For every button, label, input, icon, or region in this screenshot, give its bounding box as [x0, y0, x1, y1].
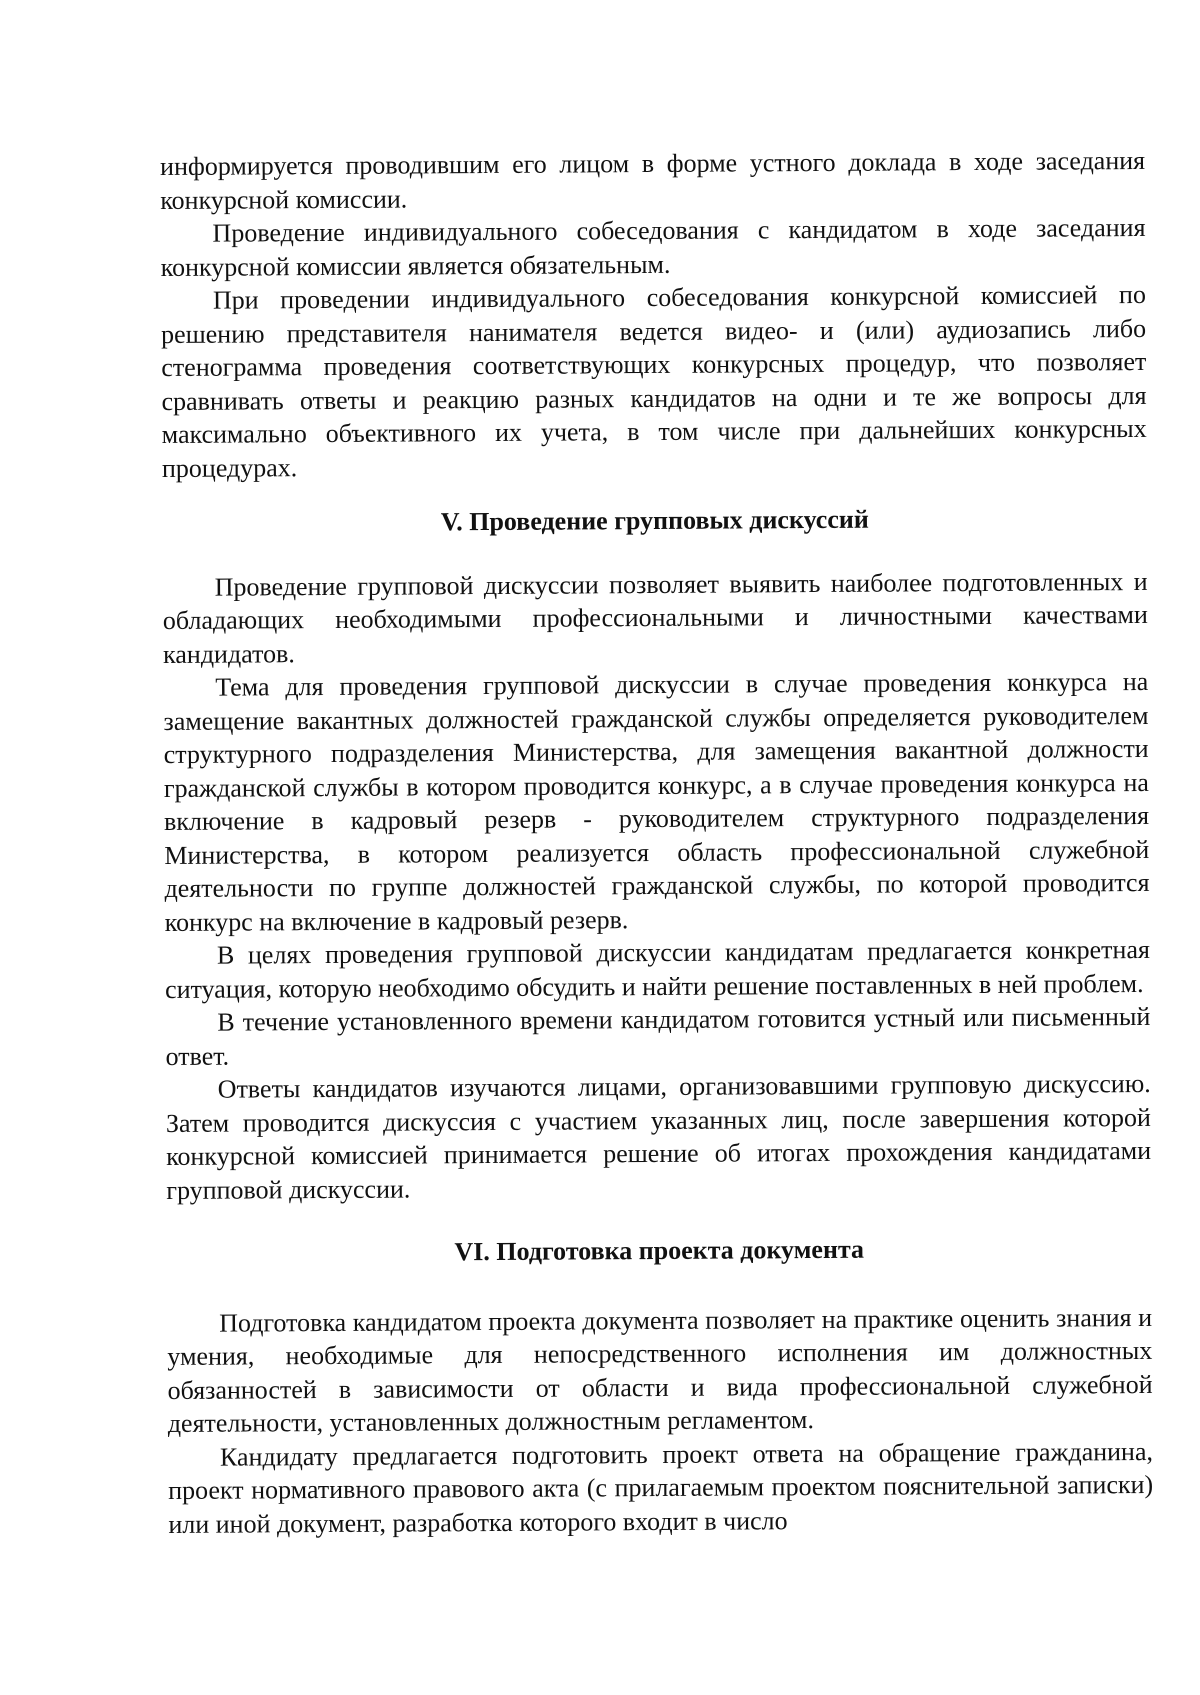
section-heading-group-discussions: V. Проведение групповых дискуссий — [440, 504, 869, 537]
paragraph-continuation: информируется проводившим его лицом в форме устного доклада в ходе заседания конкурсной комиссии. — [160, 145, 1146, 215]
paragraph-group-discussion-answer: В течение установленного времени кандидатом готовится устный или письменный ответ. — [165, 1001, 1151, 1071]
paragraph-document-preparation-purpose: Подготовка кандидатом проекта документа позволяет на практике оценить знания и умения, необходимые для непосредственного исполнения им должностных обязанностей в зависимости от области и вида профессиональной служебной деятельности, установленных должностным регламентом. — [167, 1302, 1153, 1438]
document-page — [160, 144, 1153, 1541]
section-heading-document-preparation: VI. Подготовка проекта документа — [454, 1234, 865, 1267]
paragraph-interview-mandatory: Проведение индивидуального собеседования с кандидатом в ходе заседания конкурсной комиссии является обязательным. — [160, 212, 1146, 282]
paragraph-group-discussion-situation: В целях проведения групповой дискуссии кандидатам предлагается конкретная ситуация, которую необходимо обсудить и найти решение поставленных в ней проблем. — [165, 934, 1150, 1004]
paragraph-interview-recording: При проведении индивидуального собеседования конкурсной комиссией по решению представителя нанимателя ведется видео- и (или) аудиозапись либо стенограмма проведения соответствующих конкурсных процедур, что позволяет сравнивать ответы и реакцию разных кандидатов на одни и те же вопросы для максимально объективного их учета, в том числе при дальнейших конкурсных процедурах. — [161, 279, 1147, 483]
paragraph-document-preparation-task: Кандидату предлагается подготовить проект ответа на обращение гражданина, проект нормативного правового акта (с прилагаемым проектом пояснительной записки) или иной документ, разработка которого входит в число — [168, 1436, 1154, 1539]
paragraph-group-discussion-evaluation: Ответы кандидатов изучаются лицами, организовавшими групповую дискуссию. Затем проводится дискуссия с участием указанных лиц, после завершения которой конкурсной комиссией принимается решение об итогах прохождения кандидатами групповой дискуссии. — [165, 1068, 1152, 1205]
paragraph-group-discussion-purpose: Проведение групповой дискуссии позволяет выявить наиболее подготовленных и обладающих необходимыми профессиональными и личностными качествами кандидатов. — [162, 566, 1148, 669]
paragraph-group-discussion-topic: Тема для проведения групповой дискуссии в случае проведения конкурса на замещение вакантных должностей гражданской службы определяется руководителем структурного подразделения Министерства, для замещения вакантной должности гражданской службы в котором проводится конкурс, а в случае проведения конкурса на включение в кадровый резерв - руководителем структурного подразделения Министерства, в котором реализуется область профессиональной служебной деятельности по группе должностей гражданской службы, по которой проводится конкурс на включение в кадровый резерв. — [163, 666, 1150, 937]
